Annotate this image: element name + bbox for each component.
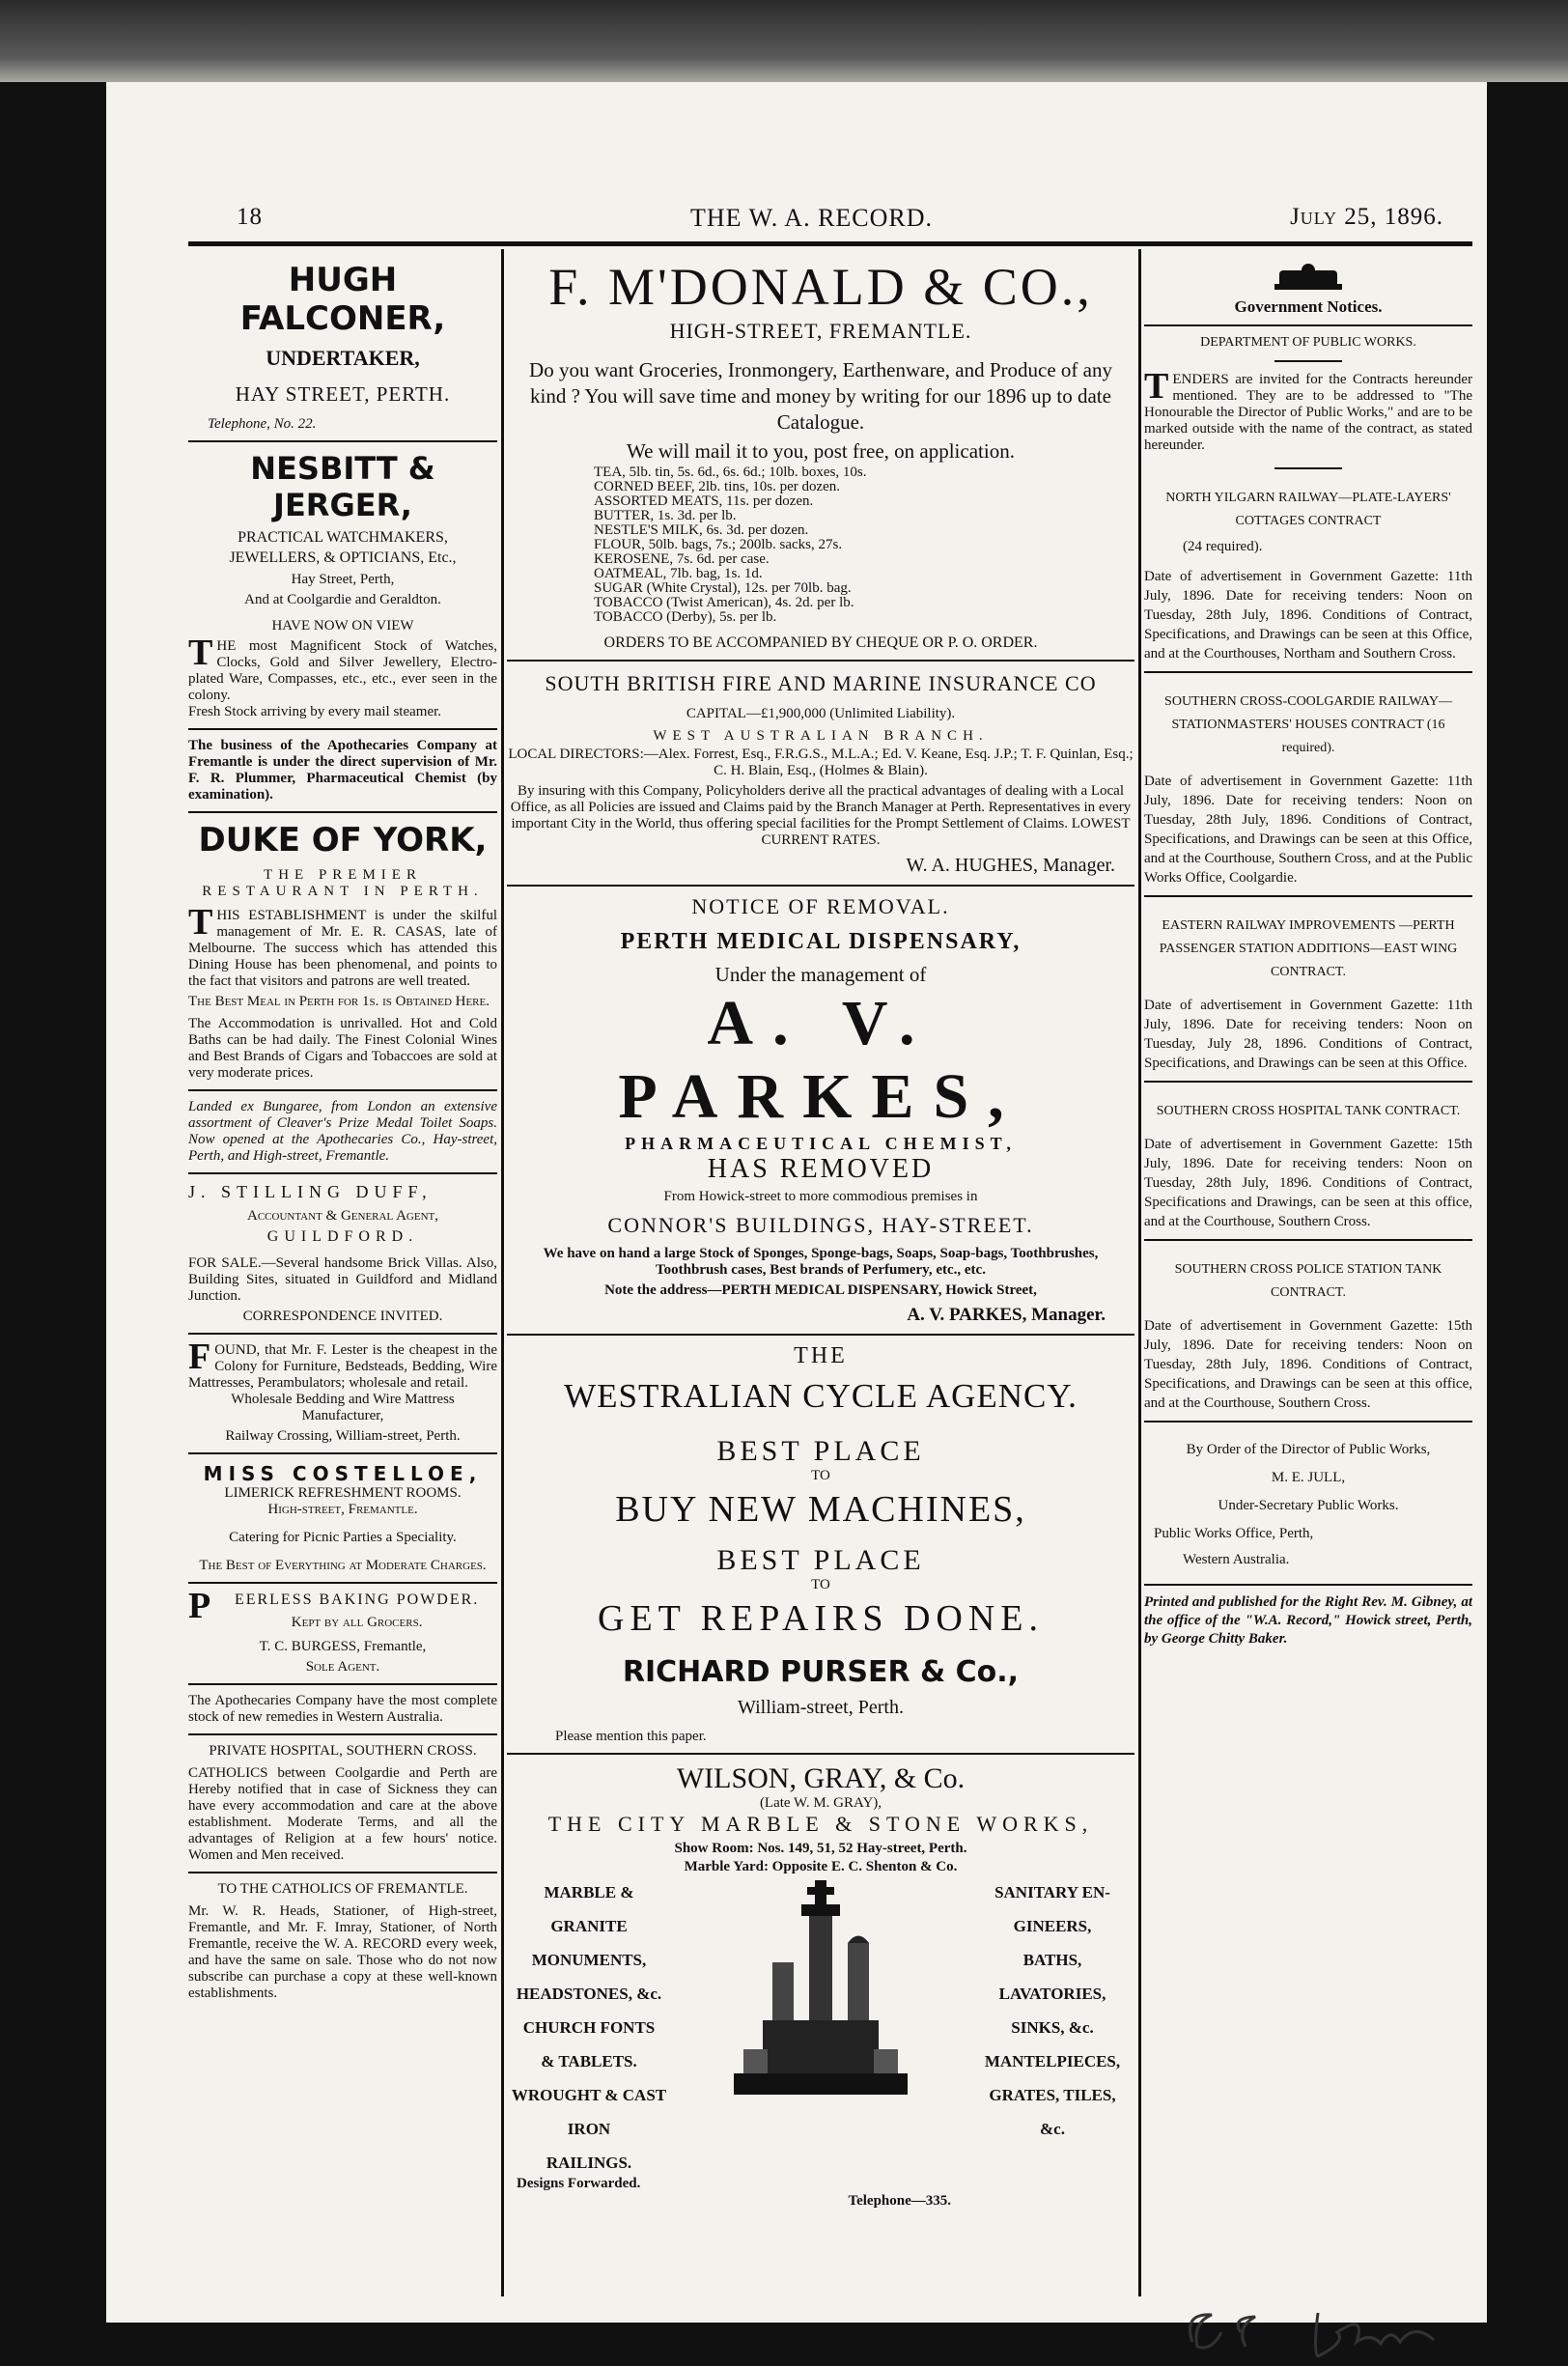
price-item: CORNED BEEF, 2lb. tins, 10s. per dozen. [594, 479, 841, 494]
cycle-buy: BUY NEW MACHINES, [615, 1489, 1026, 1530]
insurance-body: By insuring with this Company, Policyholders derive all the practical advantages of dealing with a Local Office, as all Policies are issued and Claims paid by the Branch Manager at Perth. Representatives in every important City in the World, thus offering special facilities for the Prompt Settlement of Claims. LOWEST CURRENT RATES. [510, 783, 1132, 848]
header-rule [188, 241, 1472, 246]
wilson-telephone: Telephone—335. [848, 2193, 951, 2209]
notices-heading: Government Notices. [1234, 297, 1383, 316]
left-column [188, 249, 497, 2277]
wilson-service-item: RAILINGS. [546, 2154, 632, 2172]
insurance-branch: WEST AUSTRALIAN BRANCH. [653, 728, 989, 744]
costelloe-ad [188, 1462, 497, 1574]
price-item: BUTTER, 1s. 3d. per lb. [594, 508, 737, 523]
tender-title: NORTH YILGARN RAILWAY—PLATE-LAYERS' COTTAGES CONTRACT [1165, 491, 1451, 528]
wilson-service-item: LAVATORIES, [998, 1985, 1106, 2003]
divider [188, 1872, 497, 1873]
duke-accom: The Accommodation is unrivalled. Hot and Cold Baths can be had daily. The Finest Colonial Wines and Best Brands of Cigars and Tobaccoes are sold at very moderate prices. [188, 1016, 497, 1081]
parkes-stock: We have on hand a large Stock of Sponges, Sponge-bags, Soaps, Soap-bags, Toothbrushes, Toothbrush cases, Best brands of Perfumery, etc., etc. [543, 1246, 1099, 1278]
divider [1144, 895, 1472, 897]
divider [507, 660, 1134, 662]
tender-title: EASTERN RAILWAY IMPROVEMENTS —PERTH PASSENGER STATION ADDITIONS—EAST WING CONTRACT. [1159, 918, 1458, 979]
costelloe-line: High-street, Fremantle. [267, 1502, 418, 1517]
divider [188, 1333, 497, 1335]
mcdonald-orders: ORDERS TO BE ACCOMPANIED BY CHEQUE OR P. O. ORDER. [603, 634, 1038, 651]
tenders-intro: TENDERS are invited for the Contracts hereunder mentioned. They are to be addressed to "The Honourable the Director of Public Works," and are to be marked outside with the name of the contract, as stated hereunder. [1144, 366, 1472, 453]
wilson-ad [507, 1762, 1134, 2210]
tender-body: Date of advertisement in Government Gazette: 15th July, 1896. Date for receiving tenders: Noon on Tuesday, 28th July, 1896. Conditions of Contract, Specifications, and Drawings can be seen at this office, and at the Courthouse, Southern Cross. [1144, 1318, 1472, 1411]
price-item: TOBACCO (Derby), 5s. per lb. [594, 609, 777, 625]
divider [1144, 1081, 1472, 1083]
divider [1144, 1584, 1472, 1586]
office-line: Public Works Office, Perth, [1154, 1526, 1314, 1541]
divider [188, 811, 497, 813]
apothecaries-notice: The business of the Apothecaries Company at Fremantle is under the direct supervision of Mr. F. R. Plummer, Pharmaceutical Chemist (by examination). [188, 738, 497, 803]
duff-sale: FOR SALE.—Several handsome Brick Villas. Also, Building Sites, situated in Guildford and Midland Junction. [188, 1255, 497, 1304]
wilson-grid [507, 1875, 1134, 2180]
divider [1274, 360, 1342, 362]
parkes-to: CONNOR'S BUILDINGS, HAY-STREET. [607, 1213, 1034, 1237]
nesbitt-fresh: Fresh Stock arriving by every mail steamer. [188, 704, 442, 719]
divider [1274, 467, 1342, 469]
region-line: Western Australia. [1183, 1552, 1290, 1567]
divider [188, 1683, 497, 1685]
mcdonald-address: HIGH-STREET, FREMANTLE. [669, 319, 972, 343]
nesbitt-name: NESBITT & JERGER, [250, 450, 435, 523]
duke-body: THIS ESTABLISHMENT is under the skilful management of Mr. E. R. CASAS, late of Melbourne. The success which has attended this Dining House has been phenomenal, and points to the fact that visitors and patrons are well treated. [188, 902, 497, 989]
insurance-ad [507, 671, 1134, 877]
nesbitt-line: PRACTICAL WATCHMAKERS, [238, 529, 448, 546]
parkes-removed: HAS REMOVED [707, 1154, 935, 1184]
dept-heading: DEPARTMENT OF PUBLIC WORKS. [1200, 335, 1416, 350]
tender-body: Date of advertisement in Government Gazette: 11th July, 1896. Date for receiving tenders: Noon on Tuesday, 28th July, 1896. Conditions of Contract, Specifications, and Drawings can be seen at this Office, and at the Courthouses, Northam and Southern Cross. [1144, 569, 1472, 662]
landed-notice: Landed ex Bungaree, from London an extensive assortment of Cleaver's Prize Medal Toilet Soaps. Now opened at the Apothecaries Co., Hay-street, Perth, and High-street, Fremantle. [188, 1099, 497, 1164]
column-divider [1138, 249, 1141, 2296]
page-number: 18 [237, 204, 263, 230]
wilson-late: (Late W. M. GRAY), [759, 1795, 882, 1811]
wilson-service-item: &c. [1040, 2120, 1065, 2138]
mcdonald-mail: We will mail it to you, post free, on application. [627, 439, 1015, 463]
handwritten-signature [1173, 2303, 1463, 2366]
duke-name: DUKE OF YORK, [198, 821, 488, 859]
tender-notice [1144, 1258, 1472, 1422]
catholics-notice: CATHOLICS between Coolgardie and Perth are Hereby notified that in case of Sickness they can have every accommodation and care at the above establishment. Moderate Terms, and all the advantages of Religion at a few hours' notice. Women and Men received. [188, 1765, 497, 1863]
lester-line: Wholesale Bedding and Wire Mattress Manufacturer, [231, 1392, 455, 1423]
falconer-name: HUGH FALCONER, [239, 261, 446, 338]
cycle-best: BEST PLACE [716, 1544, 925, 1576]
duff-ad [188, 1182, 497, 1325]
scan-edge [0, 0, 1568, 82]
falconer-ad [188, 249, 497, 433]
falconer-address: HAY STREET, PERTH. [235, 382, 451, 406]
cycle-best: BEST PLACE [716, 1435, 925, 1467]
insurance-directors: LOCAL DIRECTORS:—Alex. Forrest, Esq., F.R.G.S., M.L.A.; Ed. V. Keane, Esq. J.P.; T. F. Quinlan, Esq.; C. H. Blain, Esq., (Holmes & Blain). [508, 746, 1134, 778]
duff-role: Accountant & General Agent, [247, 1208, 438, 1224]
tender-body: Date of advertisement in Government Gazette: 11th July, 1896. Date for receiving tenders: Noon on Tuesday, July 28, 1896. Conditions of Contract, Specifications, and Drawings can be seen at this Office. [1144, 998, 1472, 1071]
duff-correspondence: CORRESPONDENCE INVITED. [242, 1309, 443, 1324]
signer-title: Under-Secretary Public Works. [1218, 1498, 1399, 1513]
peerless-line: Kept by all Grocers. [291, 1615, 423, 1630]
wilson-service-item: WROUGHT & CAST IRON [511, 2086, 667, 2138]
divider [1144, 324, 1472, 326]
wilson-service-item: MARBLE & GRANITE [544, 1883, 634, 1935]
wilson-name: WILSON, GRAY, & Co. [676, 1762, 966, 1794]
issue-date: July 25, 1896. [1290, 204, 1443, 230]
divider [507, 1753, 1134, 1755]
royal-arms-icon [1274, 263, 1342, 292]
peerless-name: PEERLESS BAKING POWDER. [188, 1586, 480, 1626]
price-item: NESTLE'S MILK, 6s. 3d. per dozen. [594, 522, 809, 538]
peerless-ad [188, 1586, 497, 1676]
mcdonald-name: F. M'DONALD & CO., [548, 258, 1093, 316]
tender-title: SOUTHERN CROSS HOSPITAL TANK CONTRACT. [1156, 1104, 1461, 1118]
price-item: TOBACCO (Twist American), 4s. 2d. per lb. [594, 595, 854, 610]
cycle-mention: Please mention this paper. [555, 1729, 707, 1744]
parkes-from: From Howick-street to more commodious premises in [663, 1189, 978, 1204]
divider [188, 728, 497, 730]
column-divider [501, 249, 504, 2296]
parkes-under: Under the management of [714, 963, 927, 986]
cycle-ad [507, 1343, 1134, 1745]
parkes-dispensary: PERTH MEDICAL DISPENSARY, [620, 929, 1022, 954]
cycle-to: TO [811, 1577, 830, 1592]
wilson-service-item: BATHS, [1022, 1951, 1082, 1969]
insurance-name: SOUTH BRITISH FIRE AND MARINE INSURANCE CO [545, 671, 1097, 695]
peerless-line: T. C. BURGESS, Fremantle, [259, 1639, 427, 1654]
insurance-capital: CAPITAL—£1,900,000 (Unlimited Liability). [686, 706, 956, 721]
divider [507, 885, 1134, 887]
tender-title: SOUTHERN CROSS-COOLGARDIE RAILWAY—STATIONMASTERS' HOUSES CONTRACT (16 required). [1164, 694, 1452, 755]
divider [188, 1089, 497, 1091]
mcdonald-intro: Do you want Groceries, Ironmongery, Earthenware, and Produce of any kind ? You will save time and money by writing for our 1896 up to date Catalogue. [529, 358, 1112, 434]
cycle-the: THE [794, 1343, 848, 1368]
duke-sub: THE PREMIER RESTAURANT IN PERTH. [202, 867, 484, 899]
cycle-name: WESTRALIAN CYCLE AGENCY. [564, 1377, 1078, 1415]
divider [188, 1452, 497, 1454]
parkes-ad [507, 894, 1134, 1326]
tender-body: Date of advertisement in Government Gazette: 11th July, 1896. Date for receiving tenders: Noon on Tuesday, 28th July, 1896. Conditions of Contract, Specifications, and Drawings can be seen at this Office, and at the Courthouse, Southern Cross, and at the Public Works Office, Coolgardie. [1144, 774, 1472, 886]
insurance-manager: W. A. HUGHES, Manager. [906, 855, 1115, 876]
costelloe-line: The Best of Everything at Moderate Charges. [199, 1558, 487, 1573]
wilson-service-item: HEADSTONES, &c. [516, 1985, 662, 2003]
nesbitt-line: HAVE NOW ON VIEW [271, 618, 414, 634]
cycle-get: GET REPAIRS DONE. [598, 1598, 1044, 1639]
costelloe-line: LIMERICK REFRESHMENT ROOMS. [224, 1485, 462, 1501]
wilson-service-item: & TABLETS. [541, 2052, 637, 2070]
wilson-service-item: SINKS, &c. [1011, 2018, 1094, 2037]
wilson-service-item: SANITARY EN- [994, 1883, 1110, 1901]
nesbitt-ad [188, 450, 497, 720]
middle-column [507, 249, 1134, 2277]
signer-name: M. E. JULL, [1271, 1470, 1346, 1485]
divider [188, 1733, 497, 1735]
wilson-show: Show Room: Nos. 149, 51, 52 Hay-street, Perth. [674, 1841, 967, 1856]
tender-notice [1144, 915, 1472, 1083]
duff-place: GUILDFORD. [266, 1228, 419, 1245]
price-item: ASSORTED MEATS, 11s. per dozen. [594, 493, 814, 509]
order-line: By Order of the Director of Public Works, [1186, 1442, 1431, 1457]
lester-line: Railway Crossing, William-street, Perth. [225, 1428, 461, 1444]
right-column [1144, 249, 1472, 2277]
peerless-line: Sole Agent. [305, 1659, 380, 1675]
page-header [237, 198, 1443, 237]
parkes-role: PHARMACEUTICAL CHEMIST, [625, 1134, 1017, 1153]
nesbitt-line: Hay Street, Perth, [291, 572, 395, 587]
duff-name: J. STILLING DUFF, [188, 1182, 433, 1201]
parkes-note: Note the address—PERTH MEDICAL DISPENSARY, Howick Street, [604, 1282, 1037, 1298]
wilson-yard: Marble Yard: Opposite E. C. Shenton & Co. [684, 1859, 958, 1874]
wilson-service-item: GINEERS, [1013, 1917, 1092, 1935]
price-item: SUGAR (White Crystal), 12s. per 70lb. bag. [594, 580, 852, 596]
hospital-heading: PRIVATE HOSPITAL, SOUTHERN CROSS. [209, 1743, 477, 1759]
price-item: FLOUR, 50lb. bags, 7s.; 200lb. sacks, 27s. [594, 537, 843, 552]
monument-illustration [724, 1875, 917, 2098]
parkes-sign: A. V. PARKES, Manager. [907, 1305, 1106, 1325]
parkes-notice: NOTICE OF REMOVAL. [691, 894, 950, 918]
wilson-designs: Designs Forwarded. [517, 2176, 641, 2191]
lester-ad [188, 1337, 497, 1445]
wilson-service-item: MONUMENTS, [531, 1951, 647, 1969]
nesbitt-line: And at Coolgardie and Geraldton. [244, 592, 441, 607]
wilson-service-item: MANTELPIECES, [984, 2052, 1121, 2070]
mcdonald-ad [507, 249, 1134, 652]
apothecaries-remedies: The Apothecaries Company have the most complete stock of new remedies in Western Australia. [188, 1693, 497, 1725]
nesbitt-body: THE most Magnificent Stock of Watches, Clocks, Gold and Silver Jewellery, Electro-plated Ware, Compasses, etc., etc., ever seen in the colony. [188, 633, 497, 703]
duke-ad [188, 821, 497, 1082]
falconer-telephone: Telephone, No. 22. [208, 416, 317, 432]
nesbitt-line: JEWELLERS, & OPTICIANS, Etc., [229, 549, 457, 566]
wilson-left-list [507, 1875, 671, 2180]
cycle-street: William-street, Perth. [738, 1697, 904, 1718]
divider [188, 1172, 497, 1174]
tender-body: Date of advertisement in Government Gazette: 15th July, 1896. Date for receiving tenders: Noon on Tuesday, 28th July, 1896. Conditions of Contract, Specifications and Drawings, can be seen at this office, and at the Courthouse, Southern Cross. [1144, 1137, 1472, 1229]
divider [1144, 671, 1472, 673]
fremantle-heading: TO THE CATHOLICS OF FREMANTLE. [217, 1881, 468, 1897]
divider [188, 440, 497, 442]
tender-sub: (24 required). [1183, 539, 1263, 554]
imprint: Printed and published for the Right Rev. M. Gibney, at the office of the "W.A. Record," Howick street, Perth, by George Chitty Baker. [1144, 1594, 1472, 1647]
lester-body: FOUND, that Mr. F. Lester is the cheapest in the Colony for Furniture, Bedsteads, Bedding, Wire Mattresses, Perambulators; wholesale and retail. [188, 1337, 497, 1391]
price-item: TEA, 5lb. tin, 5s. 6d., 6s. 6d.; 10lb. boxes, 10s. [594, 465, 867, 480]
divider [507, 1334, 1134, 1336]
price-item: KEROSENE, 7s. 6d. per case. [594, 551, 770, 567]
notice-list [1144, 487, 1472, 1422]
wilson-works: THE CITY MARBLE & STONE WORKS, [547, 1812, 1094, 1836]
parkes-name: A. V. PARKES, [618, 988, 1023, 1132]
divider [1144, 1239, 1472, 1241]
wilson-service-item: CHURCH FONTS [522, 2018, 656, 2037]
tender-notice [1144, 1100, 1472, 1241]
cycle-to: TO [811, 1468, 830, 1483]
cycle-purser: RICHARD PURSER & Co., [622, 1655, 1020, 1689]
costelloe-line: Catering for Picnic Parties a Speciality. [229, 1530, 457, 1545]
costelloe-name: MISS COSTELLOE, [203, 1462, 483, 1485]
divider [1144, 1421, 1472, 1422]
government-notices [1144, 249, 1472, 317]
wilson-right-list [970, 1875, 1134, 2180]
wilson-service-item: GRATES, TILES, [989, 2086, 1116, 2104]
tender-title: SOUTHERN CROSS POLICE STATION TANK CONTRACT. [1174, 1262, 1442, 1300]
duke-best: The Best Meal in Perth for 1s. is Obtained Here. [188, 994, 490, 1009]
tender-notice [1144, 487, 1472, 673]
price-list [507, 465, 1134, 625]
falconer-trade: UNDERTAKER, [266, 346, 420, 370]
fremantle-body: Mr. W. R. Heads, Stationer, of High-street, Fremantle, and Mr. F. Imray, Stationer, of North Fremantle, receive the W. A. RECORD every week, and have the same on sale. Those who do not now subscribe can purchase a copy at these well-known establishments. [188, 1903, 497, 2001]
tender-notice [1144, 690, 1472, 897]
publication-title: THE W. A. RECORD. [690, 204, 934, 232]
price-item: OATMEAL, 7lb. bag, 1s. 1d. [594, 566, 763, 581]
divider [188, 1582, 497, 1584]
